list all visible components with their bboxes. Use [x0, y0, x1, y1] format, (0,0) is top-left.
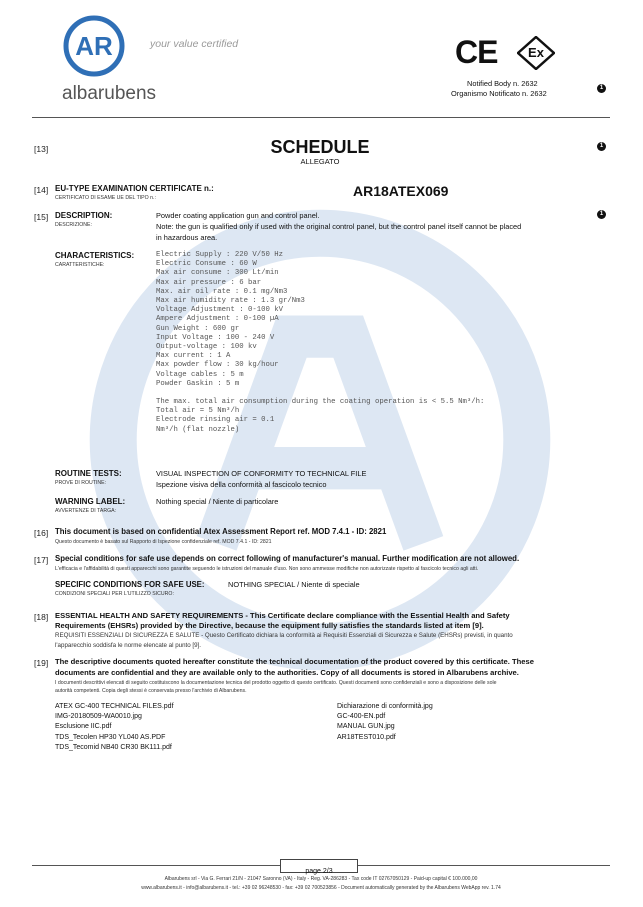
page-number-box [280, 859, 358, 873]
marker-badge: 1 [597, 210, 606, 219]
section-ref-18: [18] [34, 612, 49, 622]
document-item: Dichiarazione di conformità.jpg [337, 703, 433, 710]
spec-line: Electric Consume : 60 W [156, 260, 257, 269]
document-item: AR18TEST010.pdf [337, 733, 396, 741]
routine-text: VISUAL INSPECTION OF CONFORMITY TO TECHNICAL FILE [156, 469, 367, 478]
spec-line: Input Voltage : 100 - 240 V [156, 333, 275, 342]
s17-text-it: L'efficacia e l'affidabilità di questi apparecchi sono garantite seguendo le istruzioni del manuale d'uso. Non sono ammesse modifiche non autorizzate rispetto al fascicolo tecnico agli atti. [55, 566, 479, 572]
routine-text-it: Ispezione visiva della conformità al fascicolo tecnico [156, 480, 327, 489]
logo-initials: AR [75, 31, 113, 61]
document-item: IMG-20180509-WA0010.jpg [55, 713, 142, 721]
footer-contacts: www.albarubens.it - info@albarubens.it - tel.: +39 02 96248530 - fax: +39 02 700523856 - Document automatically generated by the Albarubens WebApp rev. 1.74 [141, 885, 501, 891]
documents-right [337, 702, 433, 743]
brand-text: albarubens [62, 83, 157, 104]
special-conditions-label-it: CONDIZIONI SPECIALI PER L'UTILIZZO SICURO: [55, 591, 174, 597]
s17-text: Special conditions for safe use depends on correct following of manufacturer's manual. Further modification are not allowed. [55, 554, 520, 563]
description-line: in hazardous area. [156, 233, 218, 242]
description-line: Note: the gun is qualified only if used with the original control panel, but the control panel itself cannot be placed [156, 222, 522, 231]
ce-mark: CE [455, 34, 498, 70]
page-number: page 2/3 [305, 868, 333, 875]
cert-label: EU-TYPE EXAMINATION CERTIFICATE n.: [55, 184, 214, 193]
document-item: ATEX GC-400 TECHNICAL FILES.pdf [55, 703, 174, 710]
organismo-notificato: Organismo Notificato n. 2632 [451, 89, 547, 98]
documents-left [55, 702, 174, 753]
s18-line: ESSENTIAL HEALTH AND SAFETY REQUIREMENTS - This Certificate declare compliance with the Essential Health and Safety [55, 611, 510, 620]
document-item: GC-400-EN.pdf [337, 713, 386, 721]
spec-extra-line: Total air = 5 Nm³/h [156, 407, 240, 416]
tagline: your value certified [150, 38, 239, 50]
spec-line: Max current : 1 A [156, 352, 231, 361]
description-label: DESCRIPTION: [55, 211, 113, 220]
ex-mark-text: Ex [528, 45, 544, 60]
s19-line-it: autorità competenti. Copia degli stessi è conservata presso l'archivio di Albarubens. [55, 688, 247, 694]
document-item: Esclusione IIC.pdf [55, 723, 112, 731]
spec-line: Output-voltage : 100 kv [156, 343, 257, 352]
spec-extra-line: Nm³/h (flat nozzle) [156, 425, 240, 434]
section-ref-15: [15] [34, 212, 49, 222]
warning-label-it: AVVERTENZE DI TARGA: [55, 508, 117, 514]
document-item: TDS_Tecomid NB40 CR30 BK111.pdf [55, 743, 172, 751]
page-title: SCHEDULE [270, 137, 370, 157]
footer-address: Albarubens srl - Via G. Ferrari 21/N - 21047 Saronno (VA) - Italy - Reg. VA-286283 - Tax code IT 02767050129 - Paid-up capital € 100.000,00 [164, 876, 478, 882]
document-item: MANUAL GUN.jpg [337, 723, 395, 731]
s19-line-it: I documenti descrittivi elencati di seguito costituiscono la documentazione tecnica del prodotto oggetto di questo certificato. Questi documenti sono confidenziali e sono a disposizione delle sole [55, 680, 497, 686]
description-label-it: DESCRIZIONE: [55, 222, 92, 228]
section-ref-17: [17] [34, 555, 49, 565]
brand-name [62, 83, 156, 105]
section-ref-13: [13] [34, 144, 49, 154]
top-divider [32, 117, 610, 118]
cert-number: AR18ATEX069 [353, 183, 449, 199]
section-ref-16: [16] [34, 528, 49, 538]
cert-label-it: CERTIFICATO DI ESAME UE DEL TIPO n.: [55, 195, 156, 201]
warning-text: Nothing special / Niente di particolare [156, 497, 279, 506]
company-logo [62, 14, 126, 78]
special-conditions-value: NOTHING SPECIAL / Niente di speciale [228, 580, 360, 589]
marker-badge: 1 [597, 84, 606, 93]
spec-line: Gun Weight : 600 gr [156, 324, 240, 333]
special-conditions-label: SPECIFIC CONDITIONS FOR SAFE USE: [55, 580, 205, 589]
s18-line-it: l'apparecchio soddisfa le norme elencate al punto [9]. [55, 642, 201, 649]
spec-extra-line: The max. total air consumption during the coating operation is < 5.5 Nm³/h: [156, 398, 485, 407]
characteristics-list [156, 251, 484, 435]
routine-label: ROUTINE TESTS: [55, 469, 122, 478]
s18-line: Requirements (EHSRs) provided by the Directive, because the equipment fully satisfies the standards listed at item [9]. [55, 621, 484, 630]
s16-text: This document is based on confidential Atex Assessment Report ref. MOD 7.4.1 - ID: 2821 [55, 527, 387, 536]
spec-extra-line: Electrode rinsing air = 0.1 [156, 416, 275, 425]
spec-line: Max powder flow : 30 kg/hour [156, 361, 279, 370]
spec-line: Voltage Adjustment : 0-100 kV [156, 306, 283, 315]
spec-line: Max air humidity rate : 1.3 gr/Nm3 [156, 297, 305, 306]
warning-label: WARNING LABEL: [55, 497, 126, 506]
spec-line: Voltage cables : 5 m [156, 370, 244, 379]
spec-line: Max air pressure : 6 bar [156, 278, 262, 287]
spec-line: Powder Gaskin : 5 m [156, 379, 240, 388]
characteristics-label-it: CARATTERISTICHE: [55, 262, 105, 268]
spec-line: Electric Supply : 220 V/50 Hz [156, 251, 283, 259]
characteristics-label: CHARACTERISTICS: [55, 251, 135, 260]
s18-line-it: REQUISITI ESSENZIALI DI SICUREZZA E SALUTE - Questo Certificato dichiara la conformità ai Requisiti Essenziali di Sicurezza e Salute (EHSRs) previsti, in quanto [55, 632, 513, 639]
page-subtitle: ALLEGATO [300, 157, 340, 166]
spec-line: Ampere Adjustment : 0-100 µA [156, 315, 279, 324]
s19-line: The descriptive documents quoted hereafter constitute the technical documentation of the product covered by this certificate. These [55, 657, 534, 666]
section-ref-19: [19] [34, 658, 49, 668]
ex-mark-icon [517, 36, 555, 70]
spec-line: Max. air oil rate : 0.1 mg/Nm3 [156, 287, 288, 296]
s19-line: documents are confidential and they are available only to the authorities. Copy of all documents is stored in Albarubens archive. [55, 668, 519, 677]
notified-body: Notified Body n. 2632 [467, 79, 538, 88]
document-item: TDS_Tecolen HP30 YL040 AS.PDF [55, 733, 166, 741]
section-ref-14: [14] [34, 185, 49, 195]
s16-text-it: Questo documento è basato sul Rapporto di Ispezione confidenziale ref. MOD 7.4.1 - ID: 2821 [55, 539, 272, 545]
routine-label-it: PROVE DI ROUTINE: [55, 480, 107, 486]
spec-line: Max air consume : 300 Lt/min [156, 269, 279, 278]
description-line: Powder coating application gun and control panel. [156, 211, 320, 220]
marker-badge: 1 [597, 142, 606, 151]
